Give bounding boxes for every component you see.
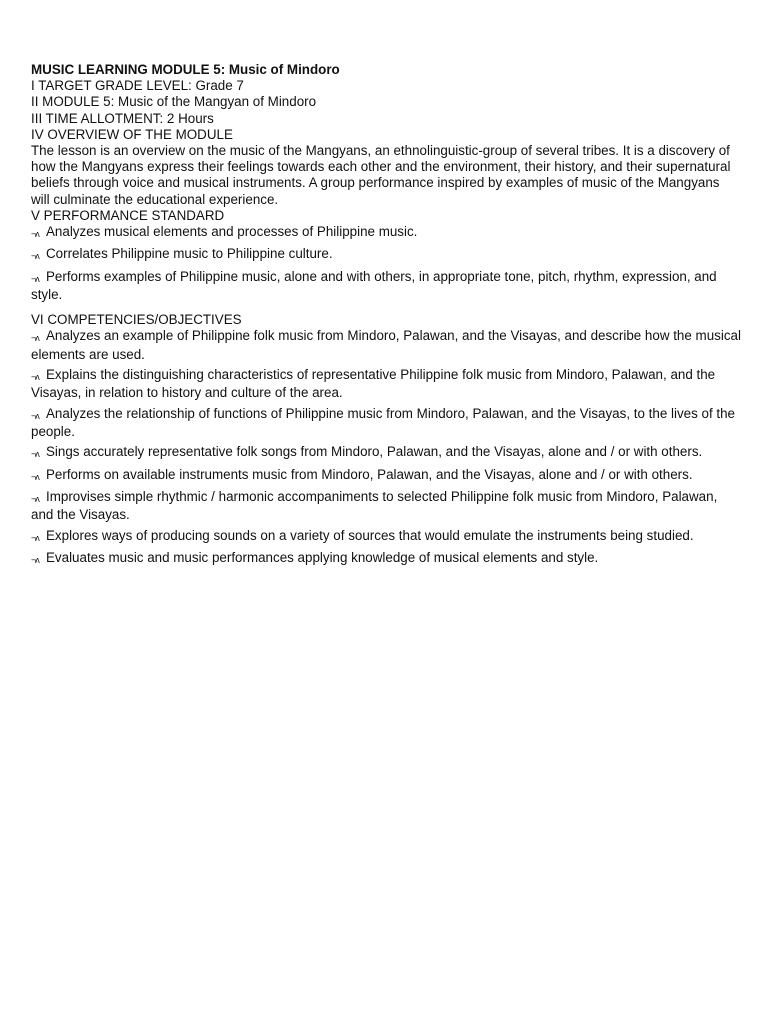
list-item-text: Sings accurately representative folk songs from Mindoro, Palawan, and the Visayas, alone and / or with others. — [46, 444, 703, 460]
bullet-icon: ¬ʌ — [31, 493, 39, 504]
competencies-heading: VI COMPETENCIES/OBJECTIVES — [31, 312, 242, 328]
list-item — [31, 406, 741, 440]
competencies-list — [31, 328, 741, 568]
bullet-icon: ¬ʌ — [31, 554, 39, 565]
list-item-text: Performs examples of Philippine music, alone and with others, in appropriate tone, pitch, rhythm, expression, and style. — [31, 268, 717, 303]
list-item-text: Analyzes an example of Philippine folk music from Mindoro, Palawan, and the Visayas, and describe how the musical elements are used. — [31, 328, 741, 362]
list-item — [31, 550, 741, 568]
document-page — [31, 62, 741, 568]
list-item — [31, 224, 741, 242]
performance-standard-heading: V PERFORMANCE STANDARD — [31, 207, 225, 223]
list-item-text: Correlates Philippine music to Philippine culture. — [46, 246, 333, 262]
time-allotment: III TIME ALLOTMENT: 2 Hours — [31, 110, 214, 126]
bullet-icon: ¬ʌ — [31, 532, 39, 543]
bullet-icon: ¬ʌ — [31, 333, 39, 344]
bullet-icon: ¬ʌ — [31, 251, 39, 262]
bullet-icon: ¬ʌ — [31, 372, 39, 383]
performance-standard-list — [31, 224, 741, 303]
list-item-text: Explores ways of producing sounds on a variety of sources that would emulate the instruments being studied. — [46, 527, 694, 543]
list-item-text: Evaluates music and music performances applying knowledge of musical elements and style. — [46, 549, 599, 565]
list-item — [31, 528, 741, 546]
section-spacer — [31, 303, 741, 312]
target-grade-level: I TARGET GRADE LEVEL: Grade 7 — [31, 78, 244, 94]
list-item — [31, 367, 741, 401]
list-item-text: Analyzes the relationship of functions of Philippine music from Mindoro, Palawan, and the Visayas, to the lives of the people. — [31, 405, 736, 439]
overview-heading: IV OVERVIEW OF THE MODULE — [31, 126, 233, 142]
list-item-text: Performs on available instruments music from Mindoro, Palawan, and the Visayas, alone and / or with others. — [46, 466, 693, 482]
module-name: II MODULE 5: Music of the Mangyan of Mindoro — [31, 94, 317, 110]
bullet-icon: ¬ʌ — [31, 471, 39, 482]
list-item — [31, 467, 741, 485]
list-item-text: Explains the distinguishing characteristics of representative Philippine folk music from Mindoro, Palawan, and the Visayas, in relation to history and culture of the area. — [31, 367, 716, 401]
bullet-icon: ¬ʌ — [31, 410, 39, 421]
list-item-text: Analyzes musical elements and processes of Philippine music. — [46, 224, 418, 240]
bullet-icon: ¬ʌ — [31, 273, 39, 284]
bullet-icon: ¬ʌ — [31, 229, 39, 240]
list-item-text: Improvises simple rhythmic / harmonic accompaniments to selected Philippine folk music from Mindoro, Palawan, and the Visayas. — [31, 488, 718, 523]
list-item — [31, 489, 741, 523]
list-item — [31, 246, 741, 264]
list-item — [31, 328, 741, 362]
list-item — [31, 269, 741, 303]
module-title: MUSIC LEARNING MODULE 5: Music of Mindoro — [31, 62, 340, 77]
overview-text: The lesson is an overview on the music of the Mangyans, an ethnolinguistic-group of several tribes. It is a discovery of how the Mangyans express their feelings towards each other and the environment, their history, and their supernatural beliefs through voice and musical instruments. A group performance inspired by examples of music of the Mangyans will culminate the educational experience. — [31, 143, 731, 207]
list-item — [31, 444, 741, 462]
bullet-icon: ¬ʌ — [31, 449, 39, 460]
